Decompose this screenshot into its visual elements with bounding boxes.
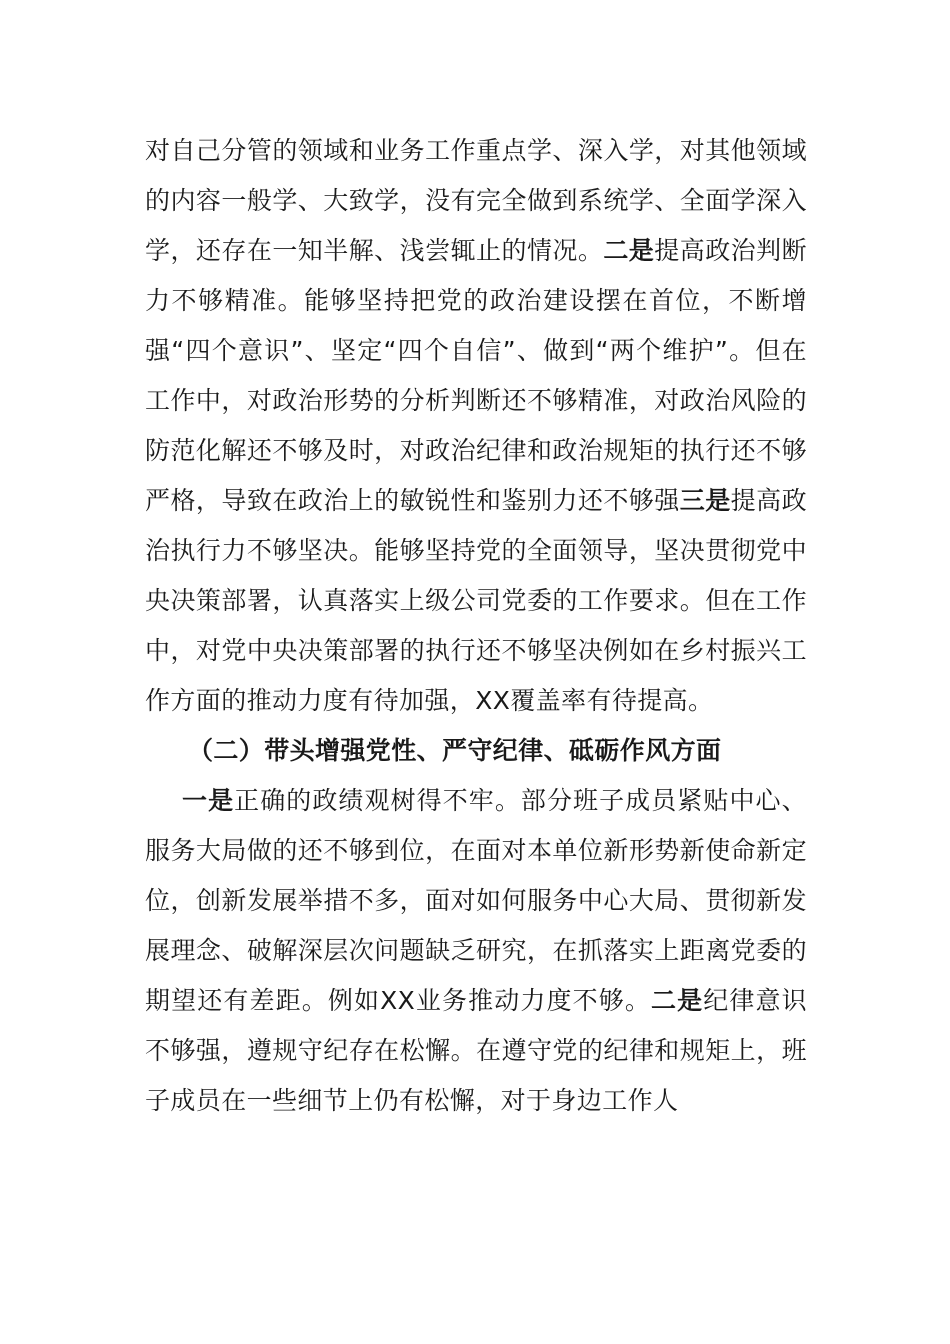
paragraph-political-ability <box>145 126 807 726</box>
section-heading: （二）带头增强党性、严守纪律、砥砺作风方面 <box>188 736 722 765</box>
paragraph-party-discipline <box>145 776 807 1126</box>
lead-phrase-third: 三是 <box>679 486 731 515</box>
paragraph-text: 正确的政绩观树得不牢。部分班子成员紧贴中心、服务大局做的还不够到位，在面对本单位新形势新使命新定位，创新发展举措不多，面对如何服务中心大局、贯彻新发展理念、破解深层次问题缺乏研究，在抓落实上距离党委的期望还有差距。例如XX业务推动力度不够。 <box>145 786 807 1015</box>
document-body <box>145 126 807 1126</box>
paragraph-text: 纪律意识不够强，遵规守纪存在松懈。在遵守党的纪律和规矩上，班子成员在一些细节上仍有松懈，对于身边工作人 <box>145 986 807 1115</box>
paragraph-text: 对自己分管的领域和业务工作重点学、深入学，对其他领域的内容一般学、大致学，没有完全做到系统学、全面学深入学，还存在一知半解、浅尝辄止的情况。 <box>145 136 807 265</box>
lead-phrase-second: 二是 <box>603 236 655 265</box>
lead-phrase-first: 一是 <box>182 786 235 815</box>
lead-phrase-second: 二是 <box>650 986 704 1015</box>
paragraph-text: 提高政治执行力不够坚决。能够坚持党的全面领导，坚决贯彻党中央决策部署，认真落实上级公司党委的工作要求。但在工作中，对党中央决策部署的执行还不够坚决例如在乡村振兴工作方面的推动力度有待加强，XX覆盖率有待提高。 <box>145 486 807 715</box>
paragraph-text: 提高政治判断力不够精准。能够坚持把党的政治建设摆在首位，不断增强“四个意识”、坚定“四个自信”、做到“两个维护”。但在工作中，对政治形势的分析判断还不够精准，对政治风险的防范化解还不够及时，对政治纪律和政治规矩的执行还不够严格，导致在政治上的敏锐性和鉴别力还不够强 <box>145 236 807 515</box>
